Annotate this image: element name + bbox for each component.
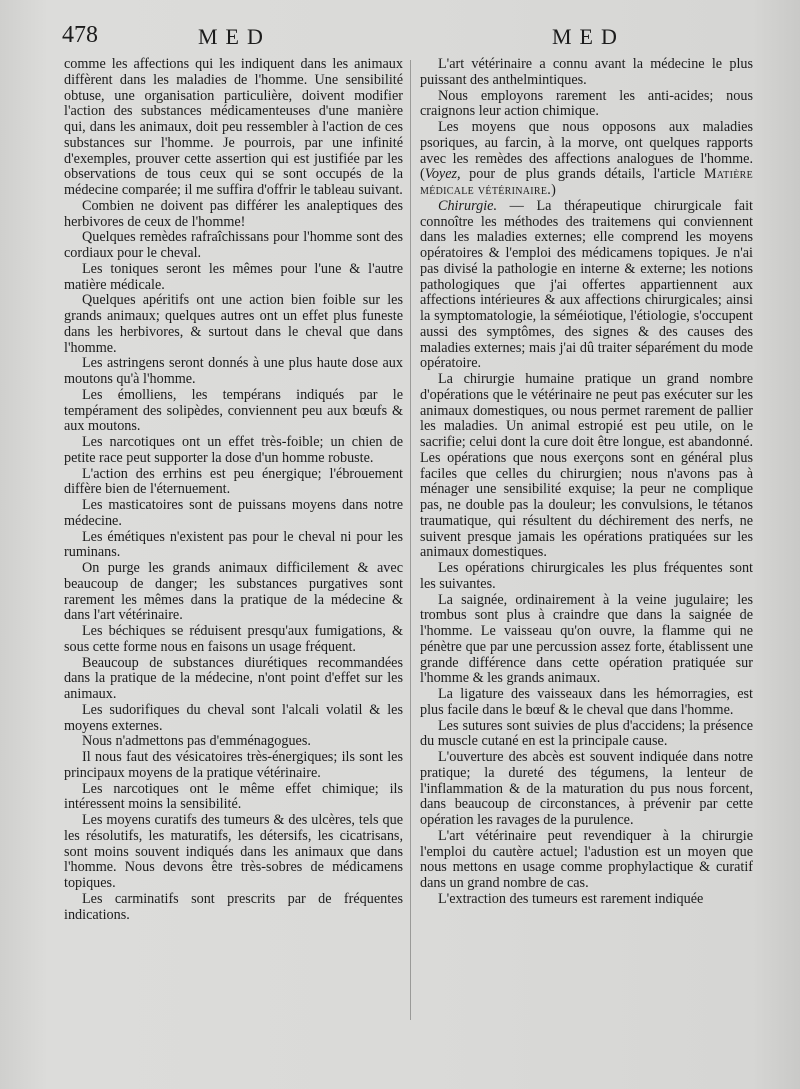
running-head-right: MED [552,24,625,49]
paragraph: Quelques apéritifs ont une action bien foible sur les grands animaux; quelques autres ont un effet plus funeste dans les herbivores, & surtout dans le cheval que dans l'homme. [64,292,403,356]
column-divider [410,60,411,1020]
paragraph: Beaucoup de substances diurétiques recommandées dans la pratique de la médecine, n'ont point d'effet sur les animaux. [64,654,403,702]
paragraph: Les opérations chirurgicales les plus fréquentes sont les suivantes. [420,560,753,592]
paragraph: Les sudorifiques du cheval sont l'alcali volatil & les moyens externes. [64,701,403,734]
text-run: Les moyens que nous opposons aux maladies psoriques, au farcin, à la morve, ont quelques rapports avec les remèdes des affections analogues de l'homme. ( [420,119,753,183]
paragraph [420,199,753,372]
paragraph: L'action des errhins est peu énergique; l'ébrouement diffère bien de l'éternuement. [64,465,403,498]
page-header [0,22,800,56]
paragraph: Les émétiques n'existent pas pour le cheval ni pour les ruminans. [64,528,403,561]
right-column [420,57,753,908]
paragraph: L'extraction des tumeurs est rarement indiquée [438,890,704,907]
paragraph: Les astringens seront donnés à une plus haute dose aux moutons qu'à l'homme. [64,355,403,387]
paragraph: Nous n'admettons pas d'emménagogues. [82,733,311,750]
paragraph: Combien ne doivent pas différer les analeptiques des herbivores de ceux de l'homme! [64,197,403,230]
paragraph: Les béchiques se réduisent presqu'aux fumigations, & sous cette forme nous en faisons un usage fréquent. [64,623,403,655]
paragraph: L'art vétérinaire peut revendiquer à la chirurgie l'emploi du cautère actuel; l'adustion est un moyen que nous mettons en usage comme prophylactique & curatif dans un grand nombre de cas. [420,827,753,891]
paragraph: Les carminatifs sont prescrits par de fréquentes indications. [64,890,403,923]
paragraph: comme les affections qui les indiquent dans les animaux diffèrent dans les maladies de l'homme. Une sensibilité obtuse, une organisation particulière, doivent modifier l'action des substances médicamenteuses d'une manière qui, dans les animaux, doit peu ressembler à l'action de ces substances sur l'homme. Je pourrois, par une infinité d'exemples, prouver cette assertion qui est justifiée par les observations de tous ceux qui se sont occupés de la médecine comparée; il me suffira d'offrir le tableau suivant. [64,56,403,198]
paragraph: Les narcotiques ont le même effet chimique; ils intéressent moins la sensibilité. [64,780,403,813]
paragraph: La ligature des vaisseaux dans les hémorragies, est plus facile dans le bœuf & le cheval que dans l'homme. [420,686,753,718]
paragraph: On purge les grands animaux difficilement & avec beaucoup de danger; les substances purgatives sont rarement les mêmes dans la pratique de la médecine & dans l'art vétérinaire. [64,560,403,624]
text-run: ) [551,182,556,198]
page-number: 478 [62,22,98,48]
paragraph: Les narcotiques ont un effet très-foible; un chien de petite race peut supporter la dose d'un homme robuste. [64,434,403,466]
left-column [64,57,403,923]
paragraph [420,120,753,199]
text-run: pour de plus grands détails, l'article [460,166,704,183]
paragraph: Les toniques seront les mêmes pour l'une & l'autre matière médicale. [64,260,403,293]
paragraph: L'ouverture des abcès est souvent indiquée dans notre pratique; la dureté des tégumens, la lenteur de l'inflammation & de la maturation du pus nous forcent, dans beaucoup de circonstances, à prévenir par cette opération les ravages de la purulence. [420,749,753,828]
running-head-left: MED [198,24,271,49]
paragraph: La saignée, ordinairement à la veine jugulaire; les trombus sont plus à craindre que dans la saignée de l'homme. Le vaisseau qu'on ouvre, la flamme qui ne pénètre que par une percussion assez forte, établissent une grande différence dans cette opération pratiquée sur l'homme & les grands animaux. [420,591,753,687]
paragraph: Il nous faut des vésicatoires très-énergiques; ils sont les principaux moyens de la pratique vétérinaire. [64,749,403,781]
paragraph: Les émolliens, les tempérans indiqués par le tempérament des solipèdes, conviennent peu aux bœufs & aux moutons. [64,386,403,435]
section-heading-chirurgie: Chirurgie. [438,197,497,214]
text-run: — La thérapeutique chirurgicale fait connoître les méthodes des traitemens qui conviennent dans les maladies externes; elle comprend les moyens opératoires & l'emploi des médicamens topiques. Je n'ai pas divisé la pathologie en interne & externe; les notions pathologiques que j'ai offertes appartiennent aux affections intérieures & aux affections chirurgicales; ainsi la symptomatologie, la séméiotique, l'étiologie, s'occupent aussi des symptômes, des signes & des causes des maladies externes; mais j'ai dû traiter séparément du mode opératoire. [420,197,753,372]
paragraph: Quelques remèdes rafraîchissans pour l'homme sont des cordiaux pour le cheval. [64,229,403,261]
paragraph: Les masticatoires sont de puissans moyens dans notre médecine. [64,497,403,529]
cross-reference-title: Matière médicale vétérinaire. [420,166,753,198]
paragraph: Nous employons rarement les anti-acides; nous craignons leur action chimique. [420,87,753,120]
voyez-reference: Voyez, [424,166,461,183]
paragraph: Les sutures sont suivies de plus d'accidens; la présence du muscle cutané en est la principale cause. [420,717,753,750]
paragraph: La chirurgie humaine pratique un grand nombre d'opérations que le vétérinaire ne peut pas exécuter sur les animaux domestiques, ou nous permet rarement de pallier les maladies. Un animal estropié est peu utile, on le sacrifie; celui dont la cure doit être longue, est abandonné. Les opérations que nous exerçons sont en général plus faciles que celles du chirurgien; nous n'avons pas à ménager une sensibilité exquise; la peur ne complique pas, ne double pas la douleur; les convulsions, le tétanos traumatique, qui résultent du déchirement des nerfs, ne suivent presque jamais les opérations pratiquées sur les animaux domestiques. [420,371,753,561]
paragraph: Les moyens curatifs des tumeurs & des ulcères, tels que les résolutifs, les maturatifs, les détersifs, les cicatrisans, sont moins souvent indiqués dans les animaux que dans l'homme. Nous devons être très-sobres de médicamens topiques. [64,812,403,891]
paragraph: L'art vétérinaire a connu avant la médecine le plus puissant des anthelmintiques. [420,56,753,88]
